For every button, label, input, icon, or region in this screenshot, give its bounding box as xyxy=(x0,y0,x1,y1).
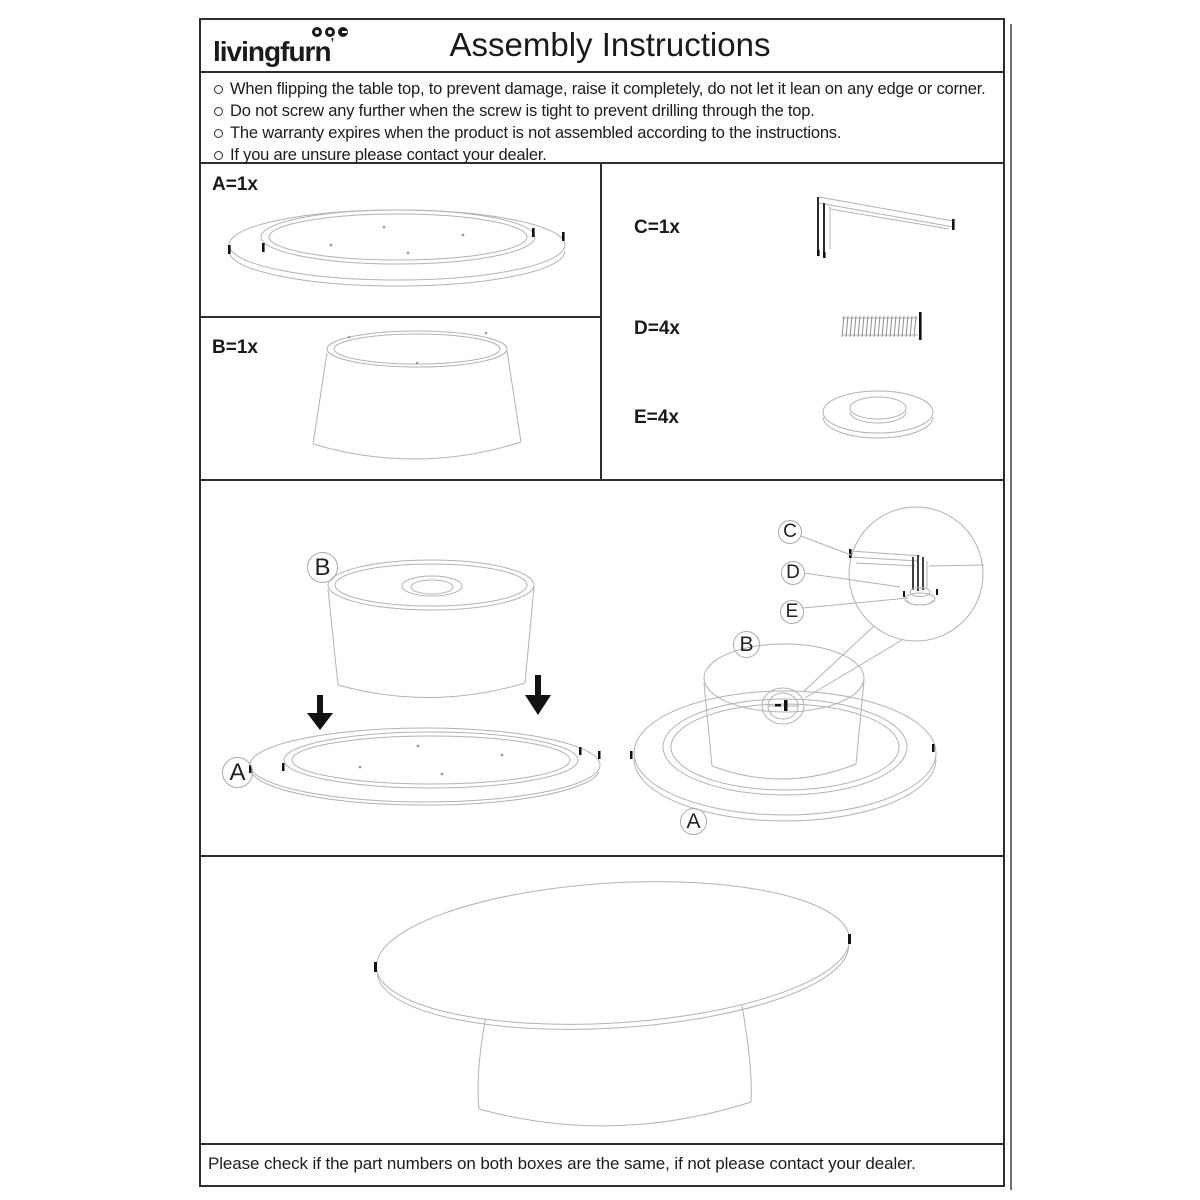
footer-text: Please check if the part numbers on both boxes are the same, if not please contact your dealer. xyxy=(208,1154,916,1173)
page-title: Assembly Instructions xyxy=(449,26,771,63)
note-text: When flipping the table top, to prevent damage, raise it completely, do not let it lean on any edge or corner. xyxy=(230,80,986,98)
callout-b-step2: B xyxy=(733,631,760,658)
note-item xyxy=(208,78,1003,100)
callout-e-step2: E xyxy=(780,600,804,624)
note-item xyxy=(208,122,1003,144)
base-part-drawing xyxy=(201,316,602,481)
page-edge-shadow xyxy=(1010,24,1012,1190)
assembly-diagram xyxy=(201,479,1002,855)
callout-b-step1: B xyxy=(307,552,338,583)
part-e-label: E=4x xyxy=(634,407,679,428)
down-arrow-icon xyxy=(525,675,551,715)
part-a-label: A=1x xyxy=(212,174,258,195)
bullet-icon xyxy=(214,151,223,160)
assembly-step1-drawing xyxy=(249,560,601,805)
assembly-step2-drawing xyxy=(630,507,984,821)
hardware-parts-drawing xyxy=(602,162,1003,481)
callout-d-step2: D xyxy=(781,561,805,585)
allen-key-detail-icon xyxy=(849,549,927,591)
instruction-sheet xyxy=(199,18,1005,1187)
allen-key-icon xyxy=(817,197,955,258)
part-b-label: B=1x xyxy=(212,337,258,358)
warning-notes xyxy=(201,73,1003,166)
note-text: If you are unsure please contact your dealer. xyxy=(230,146,547,164)
leader-line-e xyxy=(803,598,908,608)
magnifier-detail-circle xyxy=(849,507,983,641)
part-d-label: D=4x xyxy=(634,318,680,339)
bullet-icon xyxy=(214,85,223,94)
callout-a-step1: A xyxy=(222,757,253,788)
leader-line-d xyxy=(804,573,900,587)
footer-note xyxy=(201,1143,1003,1185)
callout-a-step2: A xyxy=(680,808,707,835)
note-text: The warranty expires when the product is not assembled according to the instructions. xyxy=(230,124,842,142)
note-text: Do not screw any further when the screw is tight to prevent drilling through the top. xyxy=(230,102,815,120)
bullet-icon xyxy=(214,129,223,138)
tabletop-part-drawing xyxy=(201,162,602,316)
note-item xyxy=(208,100,1003,122)
callout-c-step2: C xyxy=(778,520,802,544)
washer-icon xyxy=(823,391,933,438)
assembled-table-drawing xyxy=(201,855,1002,1143)
logo-trademark: ’ xyxy=(330,35,335,50)
screw-icon xyxy=(842,312,922,340)
logo-text: livingfurn’ xyxy=(213,35,335,67)
down-arrow-icon xyxy=(307,695,333,730)
bullet-icon xyxy=(214,107,223,116)
screw-washer-detail-icon xyxy=(903,588,938,606)
leader-line-c xyxy=(801,536,851,555)
part-c-label: C=1x xyxy=(634,217,680,238)
